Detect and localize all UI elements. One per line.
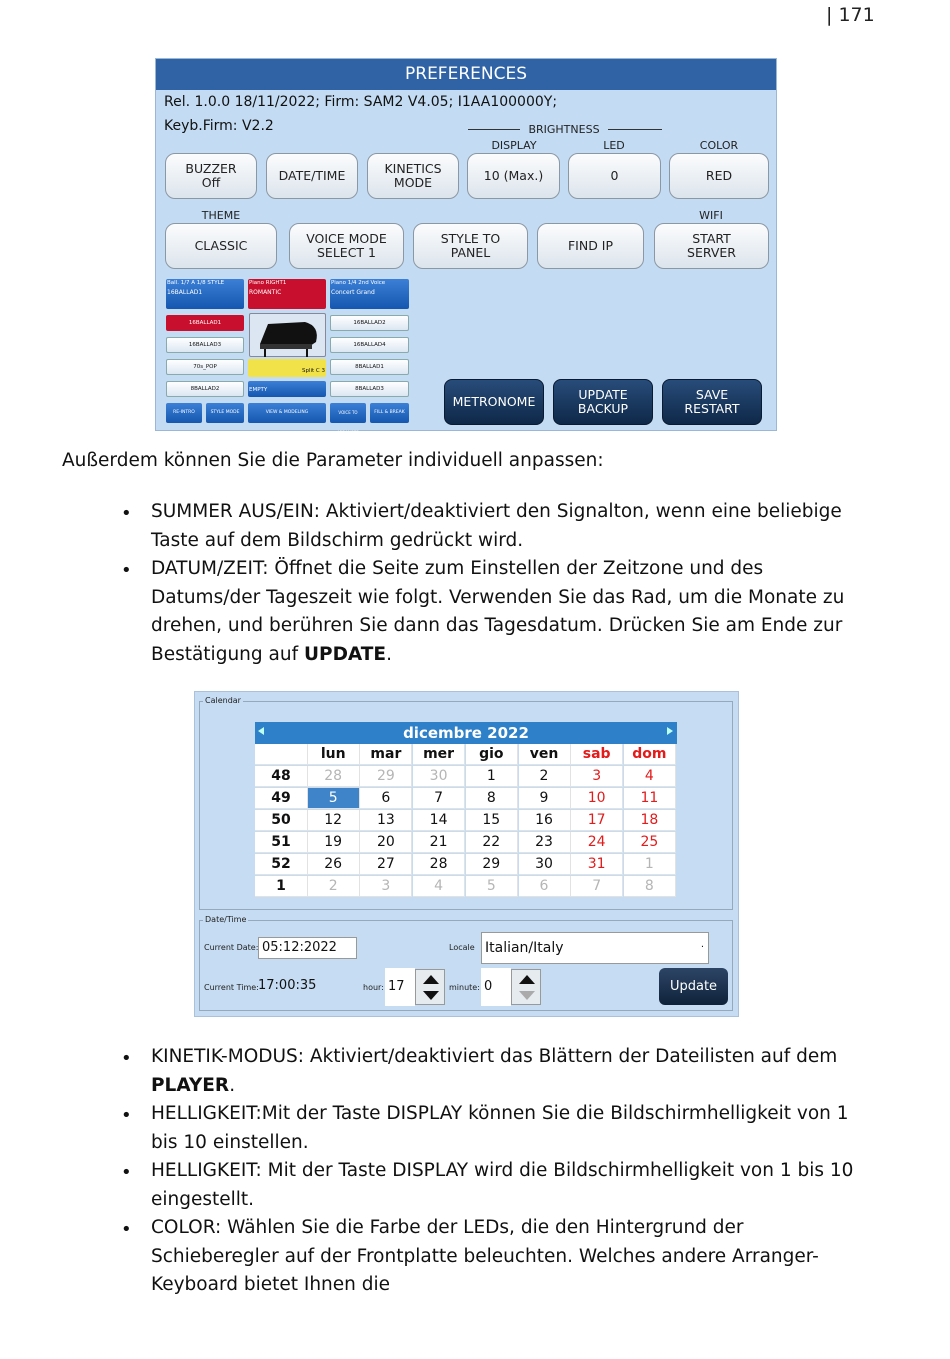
- thumb-piano-box: [248, 279, 326, 309]
- calendar-day[interactable]: 18: [624, 810, 676, 831]
- calendar-day[interactable]: 17: [571, 810, 623, 831]
- thumb-empty-box: [248, 381, 326, 397]
- start-server-button[interactable]: START SERVER: [654, 223, 769, 269]
- brightness-label: BRIGHTNESS: [528, 123, 600, 136]
- calendar-header: [255, 722, 677, 744]
- save-restart-button[interactable]: SAVE RESTART: [662, 379, 762, 425]
- thumb-split-box: [248, 359, 326, 377]
- hour-label: hour:: [363, 983, 384, 992]
- locale-label: Locale: [449, 943, 475, 952]
- theme-label: THEME: [201, 209, 241, 222]
- minute-up-icon[interactable]: [519, 975, 535, 984]
- calendar-day[interactable]: 27: [360, 854, 412, 875]
- bullet-dot: •: [121, 1162, 132, 1183]
- calendar-day[interactable]: 8: [466, 788, 518, 809]
- thumb-voice2-name: Concert Grand: [331, 289, 375, 296]
- calendar-day[interactable]: 29: [466, 854, 518, 875]
- thumb-tab-3: VIEW & MODELING: [248, 403, 326, 423]
- dropdown-icon: ·: [700, 942, 704, 953]
- brightness-line-left: [468, 129, 520, 130]
- weekday-header: sab: [571, 744, 623, 765]
- week-number: 51: [255, 832, 308, 853]
- bullet-brightness-2: HELLIGKEIT: Mit der Taste DISPLAY wird die Bildschirmhelligkeit von 1 bis 10 eingestellt.: [151, 1160, 854, 1210]
- calendar-day[interactable]: 30: [413, 766, 465, 787]
- bullet-dot: •: [121, 503, 132, 524]
- month-year-label: dicembre 2022: [403, 724, 529, 742]
- color-button[interactable]: RED: [669, 153, 769, 199]
- color-label: COLOR: [699, 139, 739, 152]
- minute-spinner[interactable]: [511, 969, 541, 1005]
- bullet-kinetics: [151, 1043, 876, 1100]
- calendar-day[interactable]: 5: [308, 788, 360, 809]
- thumb-split-label: Split C 3: [301, 368, 325, 374]
- calendar-day[interactable]: 7: [413, 788, 465, 809]
- week-number: 52: [255, 854, 308, 875]
- thumb-slot-5: 70s_POP: [166, 359, 244, 375]
- calendar-day[interactable]: 6: [519, 876, 571, 897]
- thumb-slot-3: 16BALLAD3: [166, 337, 244, 353]
- calendar-day[interactable]: 29: [360, 766, 412, 787]
- calendar-day[interactable]: 25: [624, 832, 676, 853]
- current-date-label: Current Date:: [204, 943, 259, 952]
- weekday-header: gio: [466, 744, 518, 765]
- calendar-day[interactable]: 1: [624, 854, 676, 875]
- calendar-day[interactable]: 28: [308, 766, 360, 787]
- calendar-day[interactable]: 3: [360, 876, 412, 897]
- led-brightness-button[interactable]: 0: [568, 153, 661, 199]
- calendar-day[interactable]: 2: [308, 876, 360, 897]
- calendar-day[interactable]: 7: [571, 876, 623, 897]
- calendar-day[interactable]: 24: [571, 832, 623, 853]
- bullet-dot: •: [121, 1048, 132, 1069]
- bullet-kinetics-end: .: [229, 1074, 236, 1096]
- thumb-slot-6: 8BALLAD1: [330, 359, 409, 375]
- bullet-kinetics-bold: PLAYER: [151, 1074, 230, 1096]
- calendar-day[interactable]: 23: [519, 832, 571, 853]
- calendar-day[interactable]: 21: [413, 832, 465, 853]
- week-number: 50: [255, 810, 308, 831]
- prev-month-arrow-icon[interactable]: [258, 727, 264, 735]
- bullet-dot: •: [121, 1219, 132, 1240]
- thumb-style-box: [166, 279, 244, 309]
- weekday-header: ven: [519, 744, 571, 765]
- minute-label: minute:: [449, 983, 480, 992]
- bullet-datetime-bold: UPDATE: [303, 643, 387, 665]
- thumb-piano-name: ROMANTIC: [249, 289, 282, 296]
- current-date-field[interactable]: 05:12:2022: [258, 937, 357, 959]
- bullet-kinetics-text: KINETIK-MODUS: Aktiviert/deaktiviert das Blättern der Dateilisten auf dem: [151, 1046, 838, 1067]
- bullet-brightness-1: HELLIGKEIT:Mit der Taste DISPLAY können Sie die Bildschirmhelligkeit von 1 bis 10 einstellen.: [151, 1103, 849, 1153]
- calendar-day[interactable]: 6: [360, 788, 412, 809]
- calendar-day[interactable]: 19: [308, 832, 360, 853]
- release-info: Rel. 1.0.0 18/11/2022; Firm: SAM2 V4.05; I1AA100000Y;: [164, 94, 558, 110]
- preferences-title: PREFERENCES: [156, 59, 776, 90]
- locale-select[interactable]: [481, 932, 709, 964]
- thumb-slot-1: 16BALLAD1: [166, 315, 244, 331]
- find-ip-button[interactable]: FIND IP: [537, 223, 644, 269]
- current-time-value: 17:00:35: [258, 978, 317, 993]
- hour-spinner[interactable]: [415, 969, 445, 1005]
- next-month-arrow-icon[interactable]: [667, 727, 673, 735]
- bullet-datetime: [151, 555, 876, 669]
- calendar-day[interactable]: 12: [308, 810, 360, 831]
- calendar-corner: [255, 744, 308, 765]
- minute-field[interactable]: 0: [481, 968, 511, 1006]
- calendar-day[interactable]: 28: [413, 854, 465, 875]
- page-number: | 171: [826, 4, 875, 26]
- calendar-day[interactable]: 1: [466, 766, 518, 787]
- bullet-datetime-text: DATUM/ZEIT: Öffnet die Seite zum Einstellen der Zeitzone und des Datums/der Tageszeit wie folgt. Verwenden Sie das Rad, um die Monate zu drehen, und berühren Sie dann das Tagesdatum. Drücken Sie am Ende zur Bestätigung auf: [151, 558, 845, 665]
- update-button[interactable]: Update: [659, 968, 728, 1005]
- week-number: 1: [255, 876, 308, 897]
- weekday-header: mer: [413, 744, 465, 765]
- display-brightness-button[interactable]: 10 (Max.): [467, 153, 560, 199]
- wifi-label: WIFI: [699, 209, 723, 222]
- calendar-day[interactable]: 22: [466, 832, 518, 853]
- metronome-button[interactable]: METRONOME: [444, 379, 544, 425]
- bullet-dot: •: [121, 560, 132, 581]
- led-label: LED: [603, 139, 625, 152]
- calendar-day[interactable]: 3: [571, 766, 623, 787]
- weekday-header: mar: [360, 744, 412, 765]
- thumb-slot-4: 16BALLAD4: [330, 337, 409, 353]
- weekday-header: lun: [308, 744, 360, 765]
- kinetics-mode-button[interactable]: KINETICS MODE: [367, 153, 459, 199]
- calendar-day[interactable]: 26: [308, 854, 360, 875]
- date-time-button[interactable]: DATE/TIME: [266, 153, 358, 199]
- thumb-voice2-box: [330, 279, 409, 309]
- bullet-dot: •: [121, 1105, 132, 1126]
- preferences-screenshot: [155, 58, 777, 435]
- thumb-slot-2: 16BALLAD2: [330, 315, 409, 331]
- bullet-buzzer: SUMMER AUS/EIN: Aktiviert/deaktiviert den Signalton, wenn eine beliebige Taste auf dem Bildschirm gedrückt wird.: [151, 501, 842, 551]
- thumb-piano-image: [249, 313, 326, 357]
- thumb-voice2-header: Piano 1/4 2nd Voice: [331, 280, 386, 286]
- display-label: DISPLAY: [491, 139, 537, 152]
- style-to-panel-button[interactable]: STYLE TO PANEL: [413, 223, 528, 269]
- current-time-label: Current Time:: [204, 983, 259, 992]
- calendar-day[interactable]: 5: [466, 876, 518, 897]
- keyboard-firmware-info: Keyb.Firm: V2.2: [164, 118, 274, 134]
- bullet-color: COLOR: Wählen Sie die Farbe der LEDs, die den Hintergrund der Schieberegler auf der Frontplatte beleuchten. Welches andere Arranger-Keyboard bietet Ihnen die: [151, 1217, 819, 1295]
- calendar-day[interactable]: 20: [360, 832, 412, 853]
- minute-down-icon[interactable]: [519, 991, 535, 1000]
- calendar-day[interactable]: 11: [624, 788, 676, 809]
- thumb-style-name: 16BALLAD1: [167, 289, 203, 296]
- grand-piano-icon: [250, 314, 327, 358]
- calendar-day[interactable]: 30: [519, 854, 571, 875]
- calendar-day[interactable]: 14: [413, 810, 465, 831]
- hour-field[interactable]: 17: [385, 968, 415, 1006]
- thumb-tab-4: VOICE TO ARRANGER: [330, 403, 366, 423]
- thumb-tab-5: FILL & BREAK: [370, 403, 409, 423]
- buzzer-button[interactable]: BUZZER Off: [165, 153, 257, 199]
- weekday-header: dom: [624, 744, 676, 765]
- datetime-group-label: Date/Time: [205, 915, 247, 924]
- thumb-tab-1: RE-INTRO: [166, 403, 202, 423]
- theme-button[interactable]: CLASSIC: [165, 223, 277, 269]
- calendar-day[interactable]: 31: [571, 854, 623, 875]
- thumb-style-header: Ball. 1/7 A 1/8 STYLE: [167, 280, 225, 286]
- thumb-piano-header: Piano RIGHT1: [249, 280, 287, 286]
- thumb-slot-8: 8BALLAD3: [330, 381, 409, 397]
- calendar-day[interactable]: 10: [571, 788, 623, 809]
- week-number: 49: [255, 788, 308, 809]
- thumb-slot-7: 8BALLAD2: [166, 381, 244, 397]
- calendar-day[interactable]: 15: [466, 810, 518, 831]
- hour-down-icon[interactable]: [423, 991, 439, 1000]
- intro-paragraph: Außerdem können Sie die Parameter individuell anpassen:: [62, 450, 604, 471]
- hour-up-icon[interactable]: [423, 975, 439, 984]
- calendar-day[interactable]: 2: [519, 766, 571, 787]
- calendar-day[interactable]: 13: [360, 810, 412, 831]
- player-thumbnail: [166, 279, 411, 435]
- voice-mode-button[interactable]: VOICE MODE SELECT 1: [289, 223, 404, 269]
- calendar-group-label: Calendar: [205, 696, 241, 705]
- week-number: 48: [255, 766, 308, 787]
- brightness-line-right: [608, 129, 662, 130]
- calendar-day[interactable]: 8: [624, 876, 676, 897]
- update-backup-button[interactable]: UPDATE BACKUP: [553, 379, 653, 425]
- thumb-empty-label: EMPTY: [249, 387, 268, 393]
- bullet-datetime-end: .: [386, 643, 392, 665]
- calendar-day[interactable]: 4: [413, 876, 465, 897]
- calendar-day[interactable]: 4: [624, 766, 676, 787]
- thumb-tab-2: STYLE MODE: [206, 403, 244, 423]
- calendar-day[interactable]: 16: [519, 810, 571, 831]
- locale-value: Italian/Italy: [485, 940, 564, 956]
- calendar-day[interactable]: 9: [519, 788, 571, 809]
